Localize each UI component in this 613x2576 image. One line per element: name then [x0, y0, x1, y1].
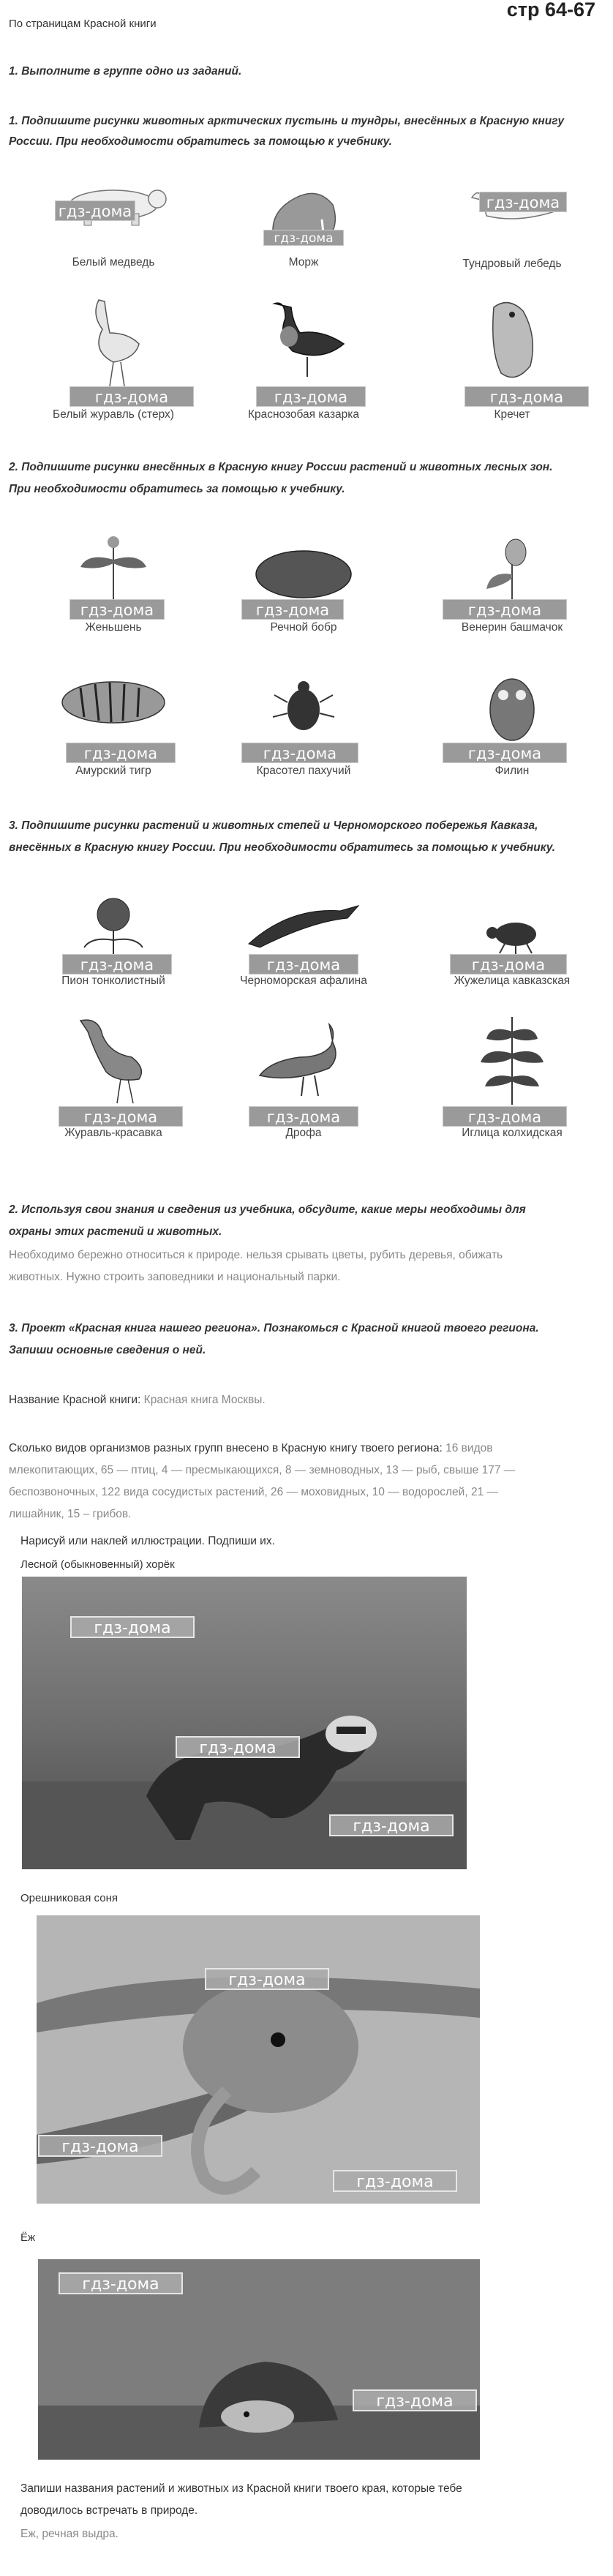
caption-bustard: Дрофа	[285, 1127, 322, 1139]
task1-heading: 1. Выполните в группе одно из заданий.	[9, 65, 242, 78]
task1-sub2-line1: 2. Подпишите рисунки внесённых в Красную книгу России растений и животных лесных зон.	[9, 461, 553, 473]
photo1-caption: Лесной (обыкновенный) хорёк	[20, 1558, 175, 1571]
photo2-caption: Орешниковая соня	[20, 1892, 118, 1904]
watermark: гдз-дома	[329, 1814, 454, 1836]
dolphin-icon	[245, 900, 362, 951]
card-eagle-owl	[435, 669, 589, 779]
demoiselle-crane-icon	[66, 1010, 161, 1105]
task1-sub3-line2: внесённых в Красную книгу России. При необходимости обратитесь за помощью к учебнику.	[9, 841, 556, 854]
beetle-icon	[271, 677, 336, 735]
card-butchers-broom	[435, 1010, 589, 1139]
species-count-line1	[9, 1438, 492, 1459]
card-red-breasted-goose	[227, 293, 380, 421]
goose-icon	[256, 293, 351, 380]
task1-sub3-line1: 3. Подпишите рисунки растений и животных степей и Черноморского побережья Кавказа,	[9, 819, 538, 832]
card-beaver	[227, 530, 380, 640]
beaver-icon	[245, 545, 362, 604]
crane-icon	[69, 293, 157, 388]
photo-hedgehog	[38, 2259, 480, 2460]
species-count-value-4: лишайник, 15 – грибов.	[9, 1508, 132, 1520]
red-book-name-label: Название Красной книги:	[9, 1394, 141, 1406]
card-ladys-slipper	[435, 530, 589, 640]
owl-icon	[479, 669, 545, 743]
card-gyrfalcon	[435, 293, 589, 421]
red-book-name-value: Красная книга Москвы.	[143, 1394, 266, 1406]
task2-answer-line2: животных. Нужно строить заповедники и национальный парки.	[9, 1271, 341, 1283]
card-walrus	[227, 183, 380, 293]
caption-ground-beetle: Жужелица кавказская	[454, 975, 571, 987]
red-book-name-line	[9, 1390, 266, 1411]
watermark: гдз-дома	[443, 599, 567, 620]
watermark: гдз-дома	[333, 2170, 457, 2192]
final-prompt-line2: доводилось встречать в природе.	[20, 2504, 198, 2517]
photo3-caption: Ёж	[20, 2231, 36, 2244]
watermark: гдз-дома	[59, 2272, 183, 2294]
caption-peony: Пион тонколистный	[61, 975, 165, 987]
card-tundra-swan	[435, 183, 589, 293]
task2-answer-line1: Необходимо бережно относиться к природе. нельзя срывать цветы, рубить деревья, обижать	[9, 1249, 503, 1261]
card-ginseng	[37, 530, 190, 640]
task1-sub2-line2: При необходимости обратитесь за помощью к учебнику.	[9, 483, 345, 495]
final-prompt-line1: Запиши названия растений и животных из Красной книги твоего края, которые тебе	[20, 2482, 462, 2495]
card-dolphin	[227, 893, 380, 1002]
watermark: гдз-дома	[59, 1106, 183, 1127]
watermark: гдз-дома	[443, 1106, 567, 1127]
watermark: гдз-дома	[205, 1968, 329, 1990]
watermark: гдз-дома	[55, 200, 135, 221]
card-peony	[37, 893, 190, 1002]
species-count-value-1: 16 видов	[445, 1442, 493, 1454]
caption-dolphin: Черноморская афалина	[240, 975, 367, 987]
card-amur-tiger	[37, 669, 190, 779]
caption-red-breasted-goose: Краснозобая казарка	[247, 408, 360, 421]
watermark: гдз-дома	[69, 599, 165, 620]
watermark: гдз-дома	[241, 599, 344, 620]
task1-sub1-line1: 1. Подпишите рисунки животных арктических пустынь и тундры, внесённых в Красную книгу	[9, 115, 565, 127]
peony-icon	[73, 893, 154, 958]
task2-heading-line2: охраны этих растений и животных.	[9, 1225, 222, 1238]
card-bustard	[227, 1010, 380, 1139]
plant-icon	[472, 1010, 552, 1105]
watermark: гдз-дома	[176, 1736, 300, 1758]
draw-prompt: Нарисуй или наклей иллюстрации. Подпиши их.	[20, 1535, 275, 1547]
watermark: гдз-дома	[70, 1616, 195, 1638]
watermark: гдз-дома	[353, 2389, 477, 2411]
caption-beetle: Красотел пахучий	[256, 765, 351, 777]
task3-heading-line1: 3. Проект «Красная книга нашего региона». Познакомься с Красной книгой твоего региона.	[9, 1322, 539, 1334]
task3-heading-line2: Запиши основные сведения о ней.	[9, 1344, 206, 1356]
species-count-label: Сколько видов организмов разных групп внесено в Красную книгу твоего региона:	[9, 1442, 443, 1454]
photo-dormouse	[37, 1915, 480, 2204]
watermark: гдз-дома	[62, 954, 172, 975]
watermark: гдз-дома	[241, 743, 358, 763]
watermark: гдз-дома	[443, 743, 567, 763]
page-subtitle: По страницам Красной книги	[9, 18, 157, 30]
page-reference: стр 64-67	[506, 0, 595, 20]
watermark: гдз-дома	[450, 954, 567, 975]
card-ground-beetle	[435, 893, 589, 1002]
caption-amur-tiger: Амурский тигр	[75, 765, 151, 777]
watermark: гдз-дома	[66, 743, 176, 763]
caption-polar-bear: Белый медведь	[72, 256, 155, 269]
watermark: гдз-дома	[256, 386, 366, 407]
watermark: гдз-дома	[38, 2135, 162, 2157]
species-count-value-3: беспозвоночных, 122 вида сосудистых растений, 26 — моховидных, 10 — водорослей, 21 —	[9, 1486, 498, 1498]
bustard-icon	[249, 1017, 358, 1097]
card-siberian-crane	[37, 293, 190, 421]
species-count-value-2: млекопитающих, 65 — птиц, 4 — пресмыкающихся, 8 — земноводных, 13 — рыб, свыше 177 —	[9, 1464, 516, 1476]
caption-demoiselle-crane: Журавль-красавка	[64, 1127, 162, 1139]
caption-ginseng: Женьшень	[85, 621, 142, 634]
caption-butchers-broom: Иглица колхидская	[462, 1127, 563, 1139]
orchid-icon	[475, 530, 549, 604]
card-beetle	[227, 669, 380, 779]
caption-walrus: Морж	[288, 256, 319, 269]
watermark: гдз-дома	[249, 1106, 358, 1127]
ground-beetle-icon	[479, 911, 545, 955]
tiger-icon	[51, 669, 176, 735]
caption-siberian-crane: Белый журавль (стерх)	[53, 408, 174, 421]
caption-eagle-owl: Филин	[494, 765, 530, 777]
caption-ladys-slipper: Венерин башмачок	[461, 621, 563, 634]
caption-tundra-swan: Тундровый лебедь	[462, 258, 562, 270]
watermark: гдз-дома	[263, 230, 344, 246]
watermark: гдз-дома	[479, 192, 567, 212]
task1-sub1-line2: России. При необходимости обратитесь за помощью к учебнику.	[9, 135, 392, 148]
final-answer: Еж, речная выдра.	[20, 2528, 119, 2540]
caption-gyrfalcon: Кречет	[494, 408, 530, 421]
task2-heading-line1: 2. Используя свои знания и сведения из учебника, обсудите, какие меры необходимы для	[9, 1203, 526, 1216]
photo-ferret	[22, 1577, 467, 1869]
watermark: гдз-дома	[69, 386, 194, 407]
watermark: гдз-дома	[465, 386, 589, 407]
ginseng-icon	[73, 530, 154, 604]
card-polar-bear	[37, 183, 190, 293]
card-demoiselle-crane	[37, 1010, 190, 1139]
watermark: гдз-дома	[249, 954, 358, 975]
caption-beaver: Речной бобр	[270, 621, 337, 634]
gyrfalcon-icon	[472, 293, 552, 388]
